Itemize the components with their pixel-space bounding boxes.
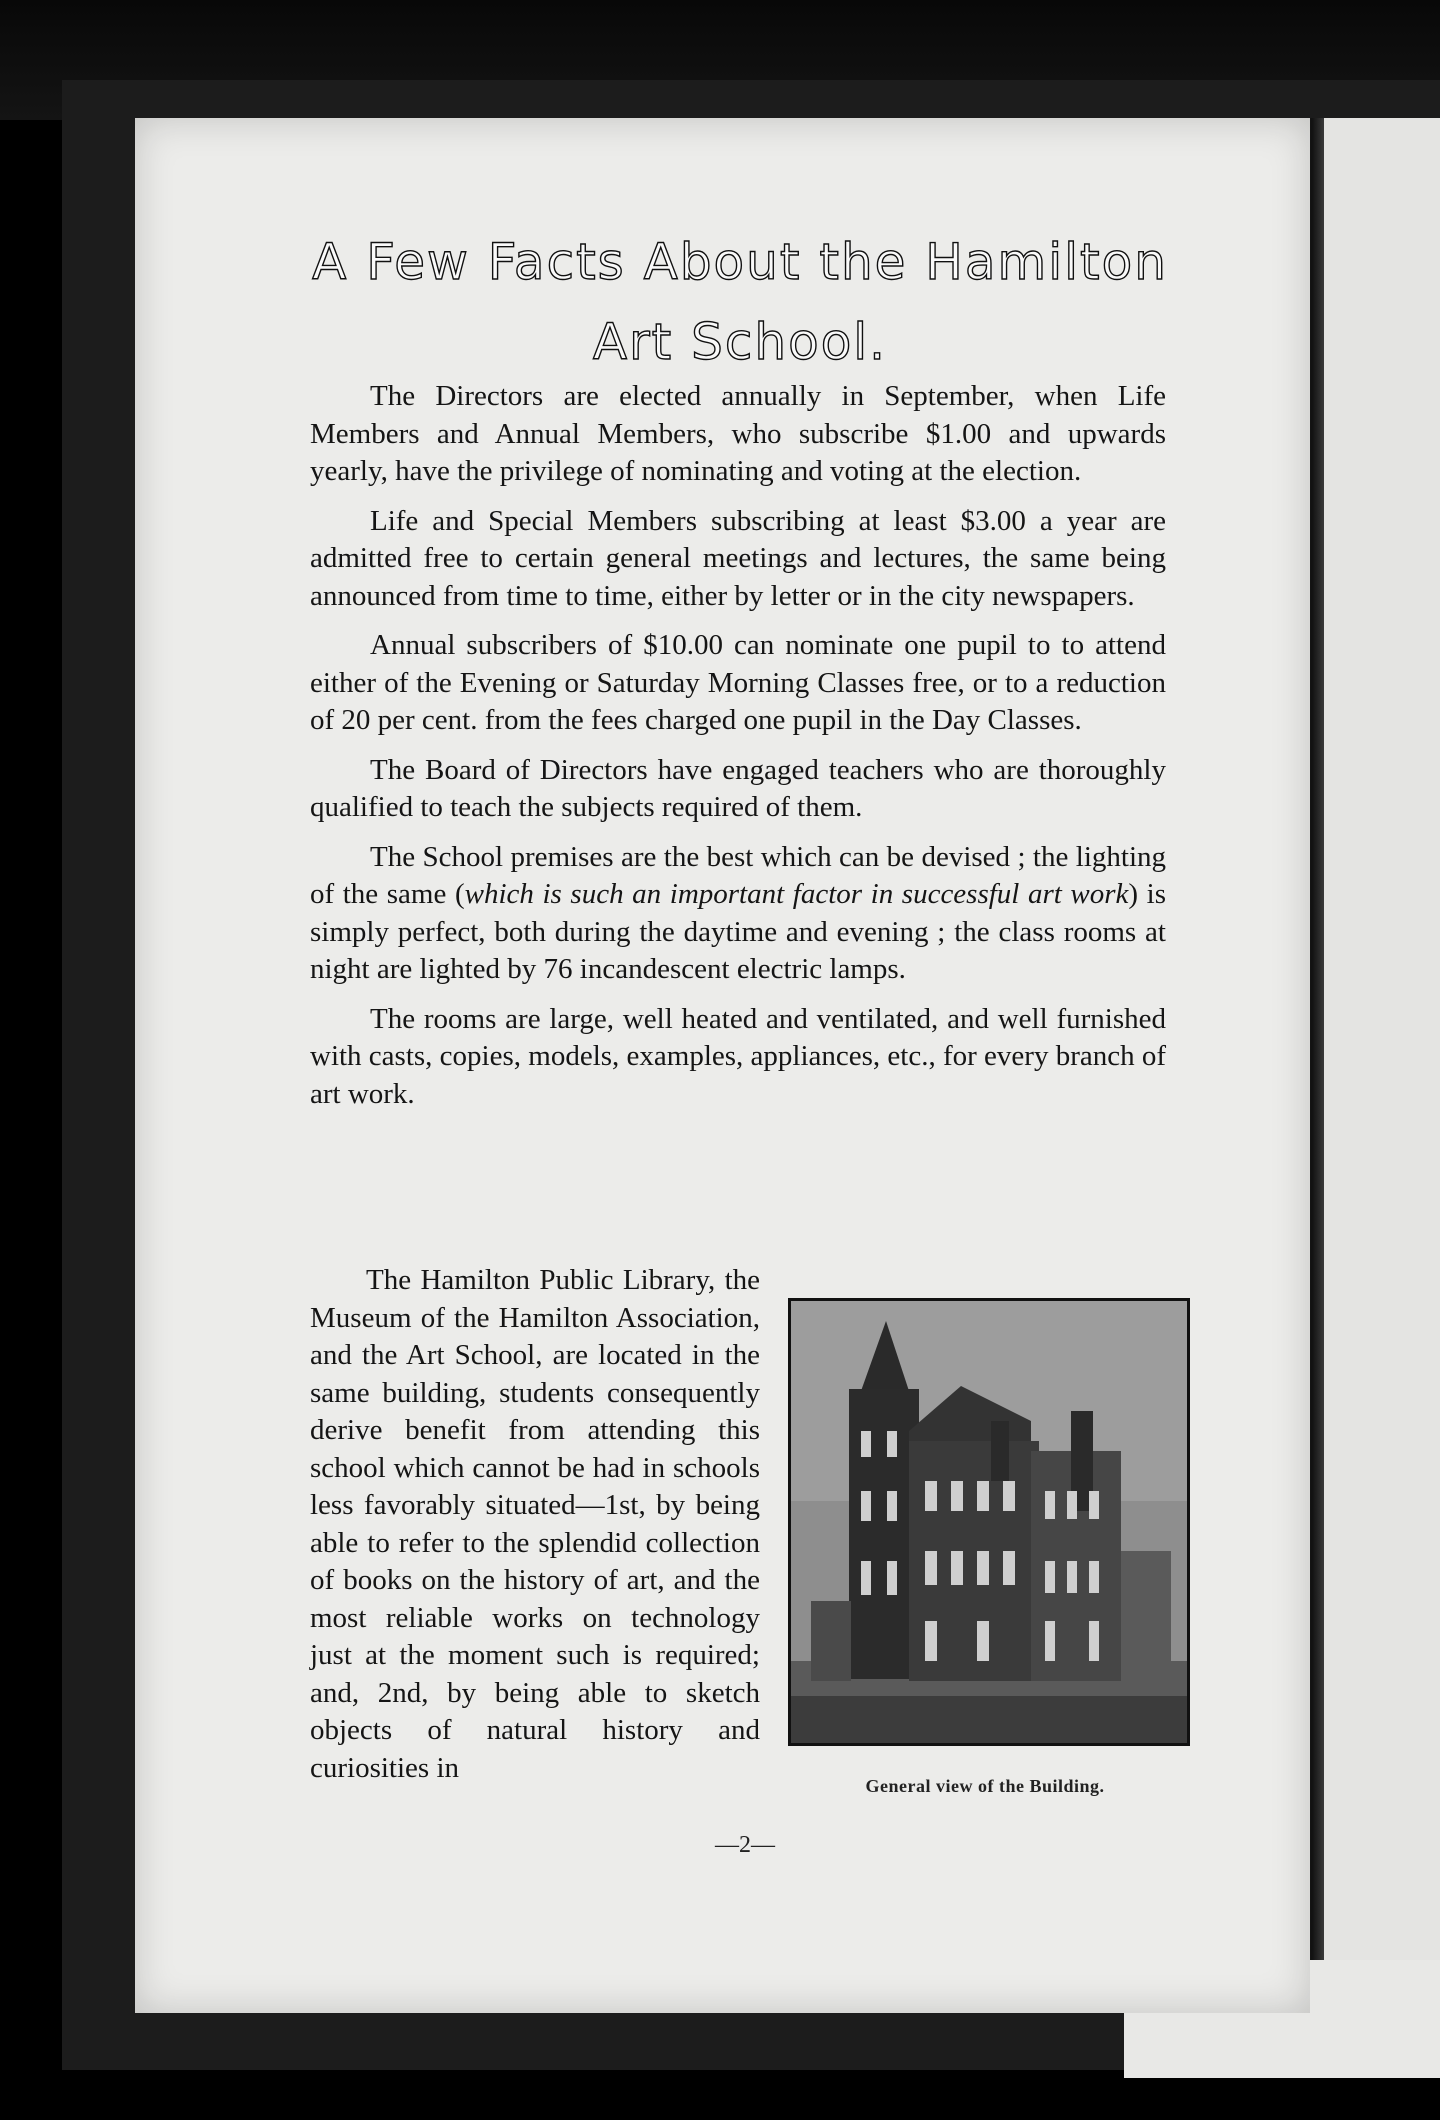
paragraph-rooms: The rooms are large, well heated and ventilated, and well furnished with casts, copies, models, examples, appliances, etc., for every branch of art work. <box>310 1002 1167 1110</box>
premises-text-a: The School premises are the best which can be devised ; the lighting of the same ( <box>310 840 1166 910</box>
library-column <box>310 1262 760 1787</box>
premises-italic: which is such an important factor in successful art work <box>464 878 1129 910</box>
page-number: —2— <box>715 1832 775 1858</box>
figure-caption: General view of the Building. <box>865 1776 1105 1796</box>
building-photo <box>788 1298 1190 1746</box>
building-illustration <box>791 1301 1187 1743</box>
paragraph-teachers: The Board of Directors have engaged teachers who are thoroughly qualified to teach the subjects required of them. <box>310 753 1166 823</box>
paragraph-subscribers: Annual subscribers of $10.00 can nominate one pupil to to attend either of the Evening or Saturday Morning Classes free, or to a reduction of 20 per cent. from the fees charged one pupil in the Day Classes. <box>310 629 1166 736</box>
premises-text-b: ) is simply perfect, both during the daytime and evening ; the class rooms at night are lighted by 76 incandescent electric lamps. <box>310 878 1166 985</box>
page-title <box>300 222 1180 382</box>
paragraph-directors: The Directors are elected annually in September, when Life Members and Annual Members, who subscribe $1.00 and upwards yearly, have the privilege of nominating and voting at the election. <box>310 380 1166 487</box>
paragraph-members: Life and Special Members subscribing at least $3.00 a year are admitted free to certain general meetings and lectures, the same being announced from time to time, either by letter or in the city newspapers. <box>310 504 1166 612</box>
title-line-2: Art School. <box>592 313 888 371</box>
paragraph-library: The Hamilton Public Library, the Museum of the Hamilton Association, and the Art School, are located in the same building, students consequently derive benefit from attending this school which cannot be had in schools less favorably situated—1st, by being able to refer to the splendid collection of books on the history of art, and the most reliable works on technology just at the moment such is required; and, 2nd, by being able to sketch objects of natural history and curiosities in <box>310 1264 760 1784</box>
title-line-1: A Few Facts About the Hamilton <box>312 233 1168 291</box>
body-text <box>310 378 1166 1125</box>
facing-page-edge <box>1318 118 1440 2013</box>
paragraph-premises <box>310 839 1166 989</box>
